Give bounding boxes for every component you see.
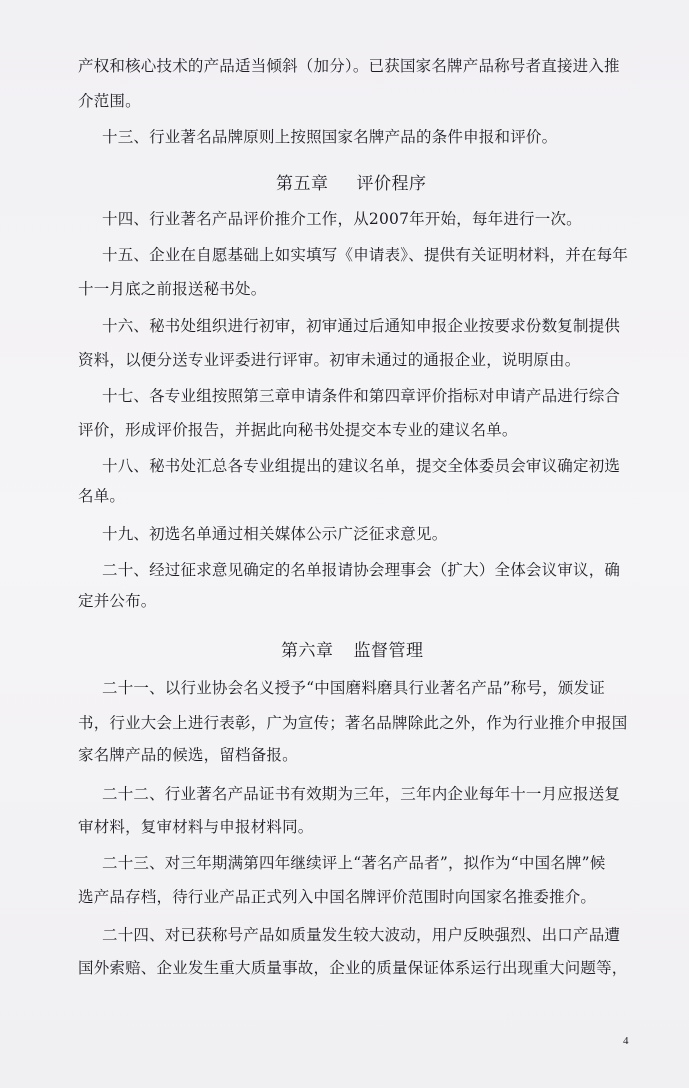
text-line: 介范围。 (78, 92, 141, 110)
text-line: 二十、经过征求意见确定的名单报请协会理事会（扩大）全体会议审议，确 (102, 561, 621, 579)
chapter-number: 第五章 (276, 174, 329, 194)
text-line: 十三、行业著名品牌原则上按照国家名牌产品的条件申报和评价。 (102, 128, 558, 146)
text-line: 二十二、行业著名产品证书有效期为三年，三年内企业每年十一月应报送复 (102, 785, 621, 803)
text-line: 十一月底之前报送秘书处。 (78, 280, 267, 298)
text-line: 审材料，复审材料与申报材料同。 (78, 818, 314, 836)
text-line: 十五、企业在自愿基础上如实填写《申请表》、提供有关证明材料，并在每年 (102, 246, 629, 264)
text-line: 定并公布。 (78, 592, 157, 610)
text-line: 评价，形成评价报告，并据此向秘书处提交本专业的建议名单。 (78, 421, 518, 439)
text-line: 二十三、对三年期满第四年继续评上“著名产品者”，拟作为“中国名牌”候 (102, 854, 606, 872)
text-line: 产权和核心技术的产品适当倾斜（加分）。已获国家名牌产品称号者直接进入推 (78, 57, 620, 75)
text-line: 资料，以便分送专业评委进行评审。初审未通过的通报企业，说明原由。 (78, 351, 581, 369)
text-line: 二十四、对已获称号产品如质量发生较大波动，用户反映强烈、出口产品遭 (102, 926, 621, 944)
text-line: 选产品存档，待行业产品正式列入中国名牌评价范围时向国家名推委推介。 (78, 888, 597, 906)
chapter-number: 第六章 (281, 641, 334, 661)
chapter-title: 监督管理 (353, 641, 424, 661)
text-line: 二十一、以行业协会名义授予“中国磨料磨具行业著名产品”称号，颁发证 (102, 679, 605, 697)
text-line: 家名牌产品的候选，留档备报。 (78, 746, 298, 764)
text-line: 书，行业大会上进行表彰，广为宣传；著名品牌除此之外，作为行业推介申报国 (78, 714, 628, 732)
chapter-title: 评价程序 (356, 174, 427, 194)
chapter-6-heading (281, 640, 424, 662)
page-number: 4 (623, 1035, 629, 1047)
text-line: 十六、秘书处组织进行初审，初审通过后通知申报企业按要求份数复制提供 (102, 317, 621, 335)
text-line: 国外索赔、企业发生重大质量事故，企业的质量保证体系运行出现重大问题等， (78, 959, 628, 977)
text-line: 十九、初选名单通过相关媒体公示广泛征求意见。 (102, 525, 448, 543)
text-line: 十四、行业著名产品评价推介工作，从2007年开始，每年进行一次。 (102, 210, 582, 228)
text-line: 名单。 (78, 487, 126, 505)
text-line: 十七、各专业组按照第三章申请条件和第四章评价指标对申请产品进行综合 (102, 387, 621, 405)
text-line: 十八、秘书处汇总各专业组提出的建议名单，提交全体委员会审议确定初选 (102, 457, 621, 475)
chapter-5-heading (276, 173, 427, 195)
